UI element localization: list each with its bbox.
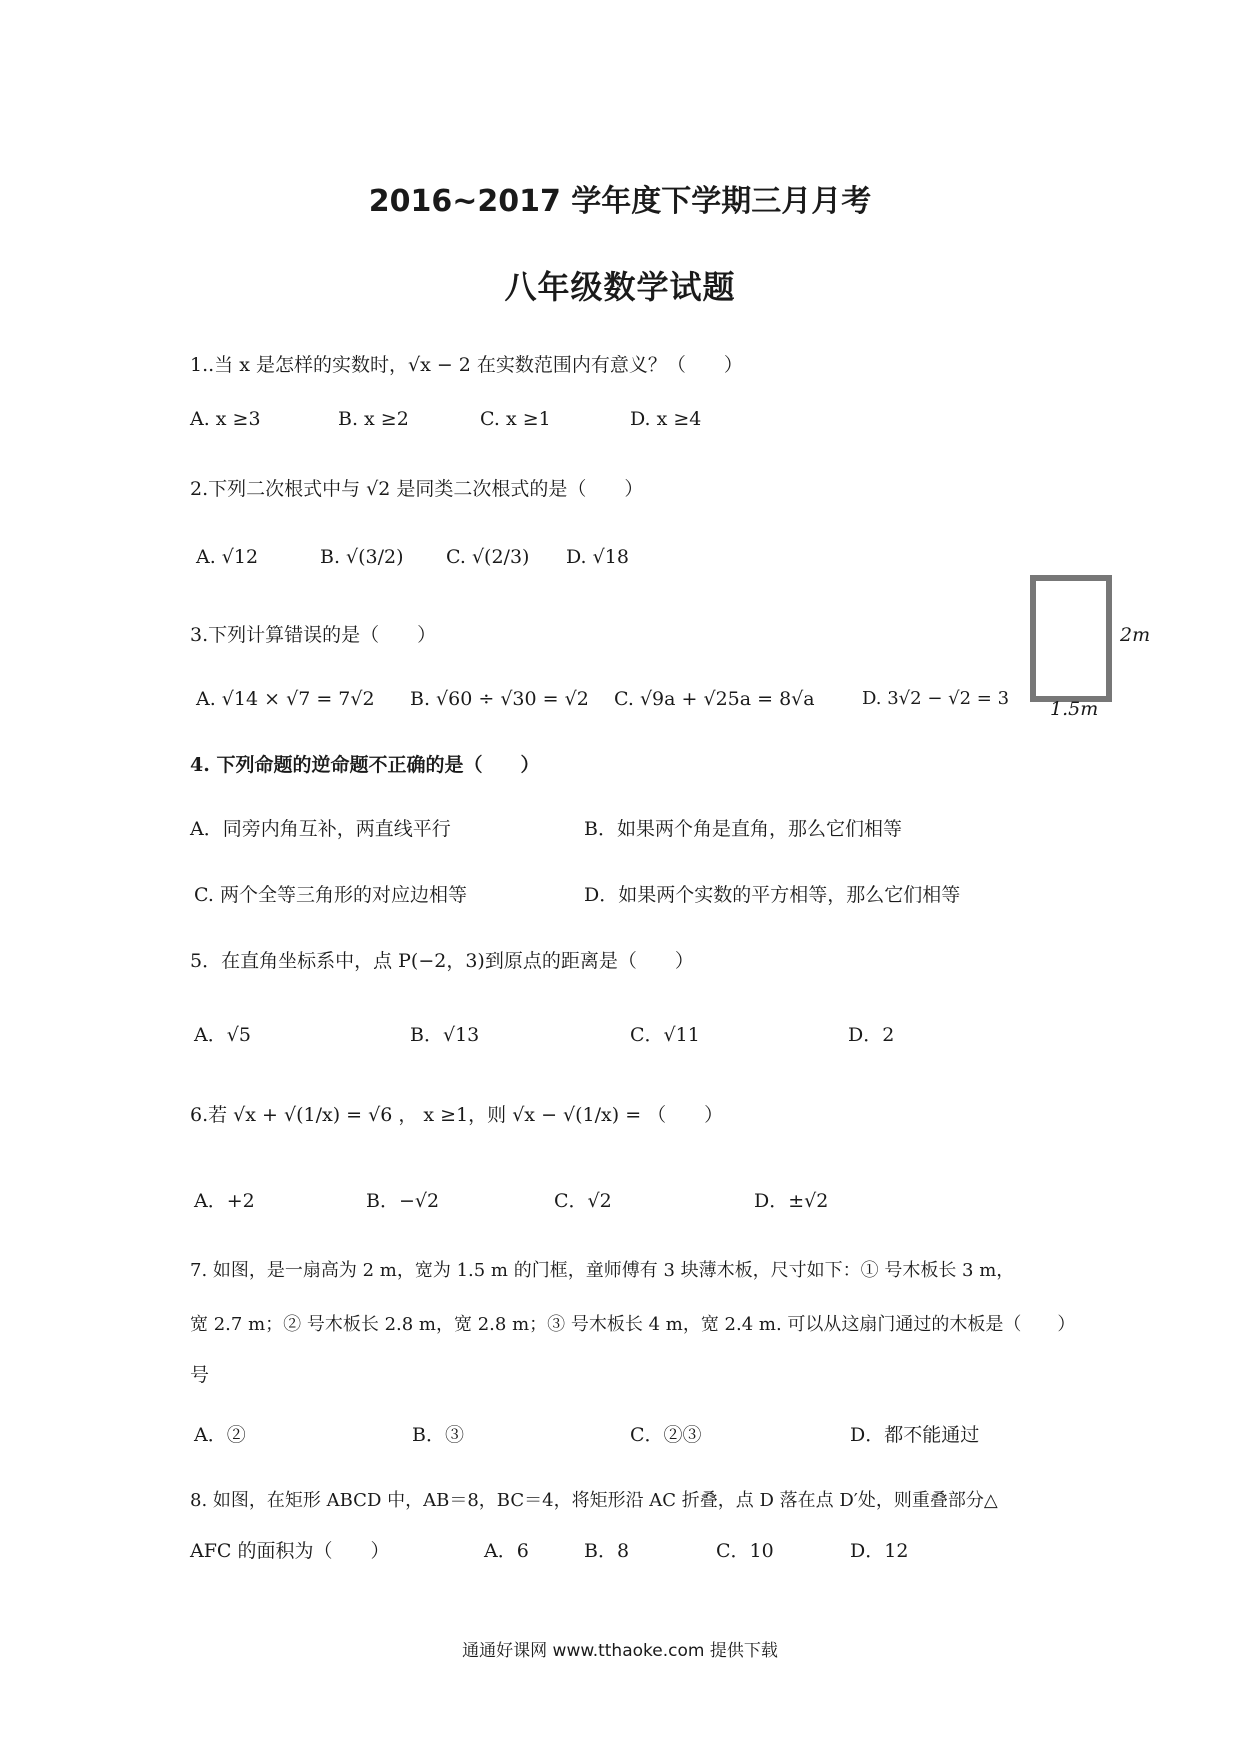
- footer-source: 通通好课网 www.tthaoke.com 提供下载: [462, 1641, 778, 1661]
- q6-option-b: B．−√2: [366, 1190, 440, 1212]
- q8-option-b: B．8: [584, 1540, 630, 1562]
- q7-option-a: A．②: [194, 1424, 246, 1446]
- q2-option-a: A. √12: [196, 546, 259, 568]
- q4-option-a: A．同旁内角互补，两直线平行: [190, 818, 451, 840]
- exam-subtitle: 八年级数学试题: [504, 268, 736, 306]
- question-7-line-2: 宽 2.7 m；② 号木板长 2.8 m，宽 2.8 m；③ 号木板长 4 m，宽 2.4 m. 可以从这扇门通过的木板是（ ）: [190, 1314, 1076, 1335]
- door-height-label: 2m: [1120, 624, 1151, 646]
- question-3-stem: 3.下列计算错误的是（ ）: [190, 624, 437, 646]
- q8-option-c: C．10: [716, 1540, 774, 1562]
- q5-option-d: D．2: [848, 1024, 895, 1046]
- q5-option-a: A．√5: [194, 1024, 251, 1046]
- q4-option-c: C. 两个全等三角形的对应边相等: [194, 884, 467, 906]
- q4-option-d: D．如果两个实数的平方相等，那么它们相等: [584, 884, 961, 906]
- q8-option-a: A．6: [484, 1540, 529, 1562]
- q2-option-d: D. √18: [566, 546, 629, 568]
- question-1-stem: 1..当 x 是怎样的实数时，√x − 2 在实数范围内有意义？（ ）: [190, 354, 743, 376]
- question-5-stem: 5．在直角坐标系中，点 P(−2，3)到原点的距离是（ ）: [190, 950, 694, 972]
- question-6-stem: 6.若 √x + √(1/x) = √6 ， x ≥1，则 √x − √(1/x) = （ ）: [190, 1104, 724, 1126]
- q1-option-d: D. x ≥4: [630, 408, 702, 430]
- q3-option-c: C. √9a + √25a = 8√a: [614, 688, 815, 710]
- q6-option-a: A．+2: [194, 1190, 255, 1212]
- question-2-stem: 2.下列二次根式中与 √2 是同类二次根式的是（ ）: [190, 478, 644, 500]
- q4-option-b: B．如果两个角是直角，那么它们相等: [584, 818, 902, 840]
- question-7-line-3: 号: [190, 1364, 210, 1386]
- q6-option-c: C．√2: [554, 1190, 612, 1212]
- question-4-stem: 4. 下列命题的逆命题不正确的是（ ）: [190, 754, 540, 776]
- q5-option-c: C．√11: [630, 1024, 700, 1046]
- q3-option-a: A. √14 × √7 = 7√2: [196, 688, 375, 710]
- q6-option-d: D．±√2: [754, 1190, 829, 1212]
- q7-option-b: B．③: [412, 1424, 464, 1446]
- question-8-line-2: AFC 的面积为（ ）: [190, 1540, 390, 1562]
- q2-option-c: C. √(2/3): [446, 546, 530, 568]
- q2-option-b: B. √(3/2): [320, 546, 404, 568]
- exam-title: 2016~2017 学年度下学期三月月考: [368, 184, 872, 219]
- q1-option-a: A. x ≥3: [190, 408, 261, 430]
- question-7-line-1: 7. 如图，是一扇高为 2 m，宽为 1.5 m 的门框，童师傅有 3 块薄木板，尺寸如下：① 号木板长 3 m，: [190, 1260, 1015, 1281]
- door-frame-figure: [1030, 575, 1112, 702]
- door-width-label: 1.5m: [1050, 698, 1099, 720]
- q3-option-d: D. 3√2 − √2 = 3: [862, 688, 1010, 709]
- q1-option-c: C. x ≥1: [480, 408, 551, 430]
- q7-option-c: C．②③: [630, 1424, 702, 1446]
- q5-option-b: B．√13: [410, 1024, 480, 1046]
- q7-option-d: D．都不能通过: [850, 1424, 980, 1446]
- q3-option-b: B. √60 ÷ √30 = √2: [410, 688, 589, 710]
- q8-option-d: D．12: [850, 1540, 909, 1562]
- q1-option-b: B. x ≥2: [338, 408, 409, 430]
- question-8-line-1: 8. 如图，在矩形 ABCD 中，AB＝8，BC＝4，将矩形沿 AC 折叠，点 D 落在点 D′处，则重叠部分△: [190, 1490, 998, 1511]
